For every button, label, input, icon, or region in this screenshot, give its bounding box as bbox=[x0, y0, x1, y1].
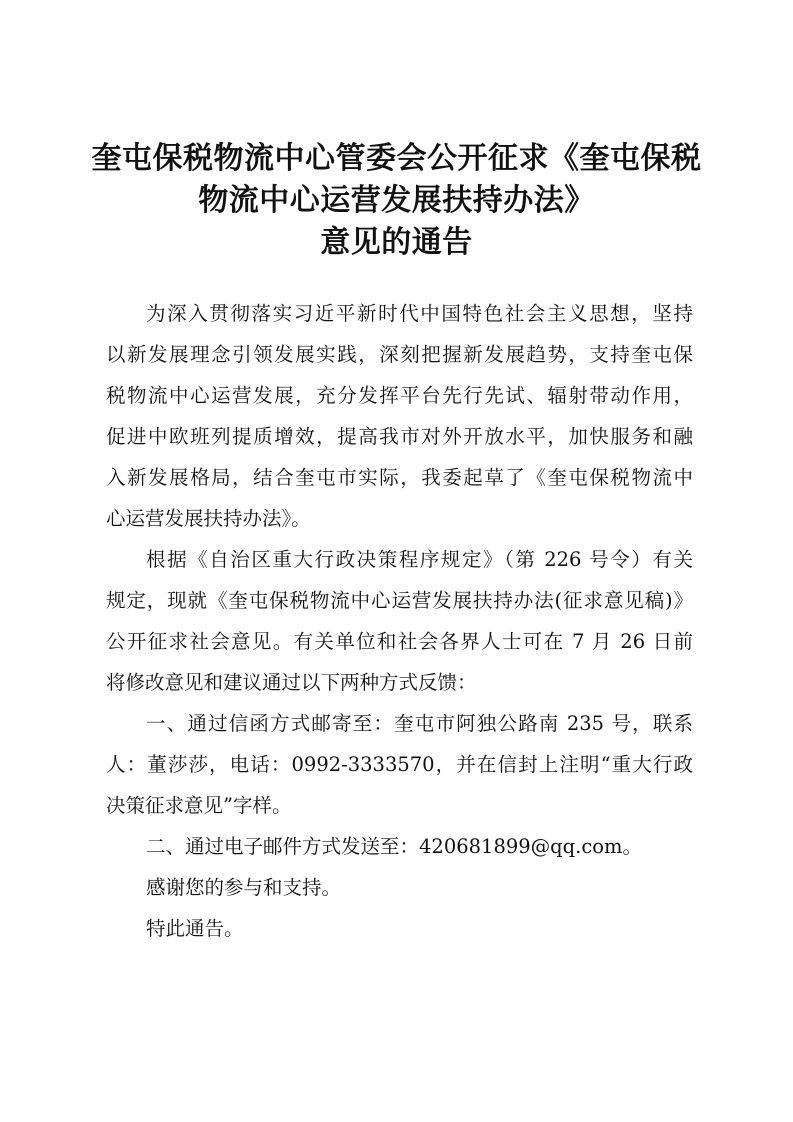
body-line-10: 将修改意见和建议通过以下两种方式反馈： bbox=[106, 671, 477, 694]
body-line-16: 特此通告。 bbox=[146, 917, 244, 940]
body-line-8: 规定，现就《奎屯保税物流中心运营发展扶持办法(征求意见稿)》 bbox=[106, 589, 693, 612]
body-line-15: 感谢您的参与和支持。 bbox=[146, 876, 342, 899]
body-line-12: 人：董莎莎，电话：0992-3333570，并在信封上注明“重大行政 bbox=[106, 753, 693, 776]
body-line-7: 根据《自治区重大行政决策程序规定》（第 226 号令）有关 bbox=[146, 548, 693, 571]
body-line-4: 促进中欧班列提质增效，提高我市对外开放水平，加快服务和融 bbox=[106, 425, 693, 448]
body-line-14: 二、通过电子邮件方式发送至：420681899@qq.com。 bbox=[146, 835, 642, 858]
document-title-line-3: 意见的通告 bbox=[320, 225, 473, 260]
document-title-line-2: 物流中心运营发展扶持办法》 bbox=[198, 183, 595, 218]
body-line-9: 公开征求社会意见。有关单位和社会各界人士可在 7 月 26 日前 bbox=[106, 630, 693, 653]
body-line-1: 为深入贯彻落实习近平新时代中国特色社会主义思想，坚持 bbox=[146, 302, 693, 325]
body-line-2: 以新发展理念引领发展实践，深刻把握新发展趋势，支持奎屯保 bbox=[106, 343, 693, 366]
document-title-line-1: 奎屯保税物流中心管委会公开征求《奎屯保税 bbox=[91, 141, 702, 176]
body-line-3: 税物流中心运营发展，充分发挥平台先行先试、辐射带动作用， bbox=[106, 384, 693, 407]
body-line-5: 入新发展格局，结合奎屯市实际，我委起草了《奎屯保税物流中 bbox=[106, 466, 693, 489]
body-line-11: 一、通过信函方式邮寄至：奎屯市阿独公路南 235 号，联系 bbox=[146, 712, 693, 735]
body-line-6: 心运营发展扶持办法》。 bbox=[106, 507, 311, 530]
body-line-13: 决策征求意见”字样。 bbox=[106, 794, 292, 817]
